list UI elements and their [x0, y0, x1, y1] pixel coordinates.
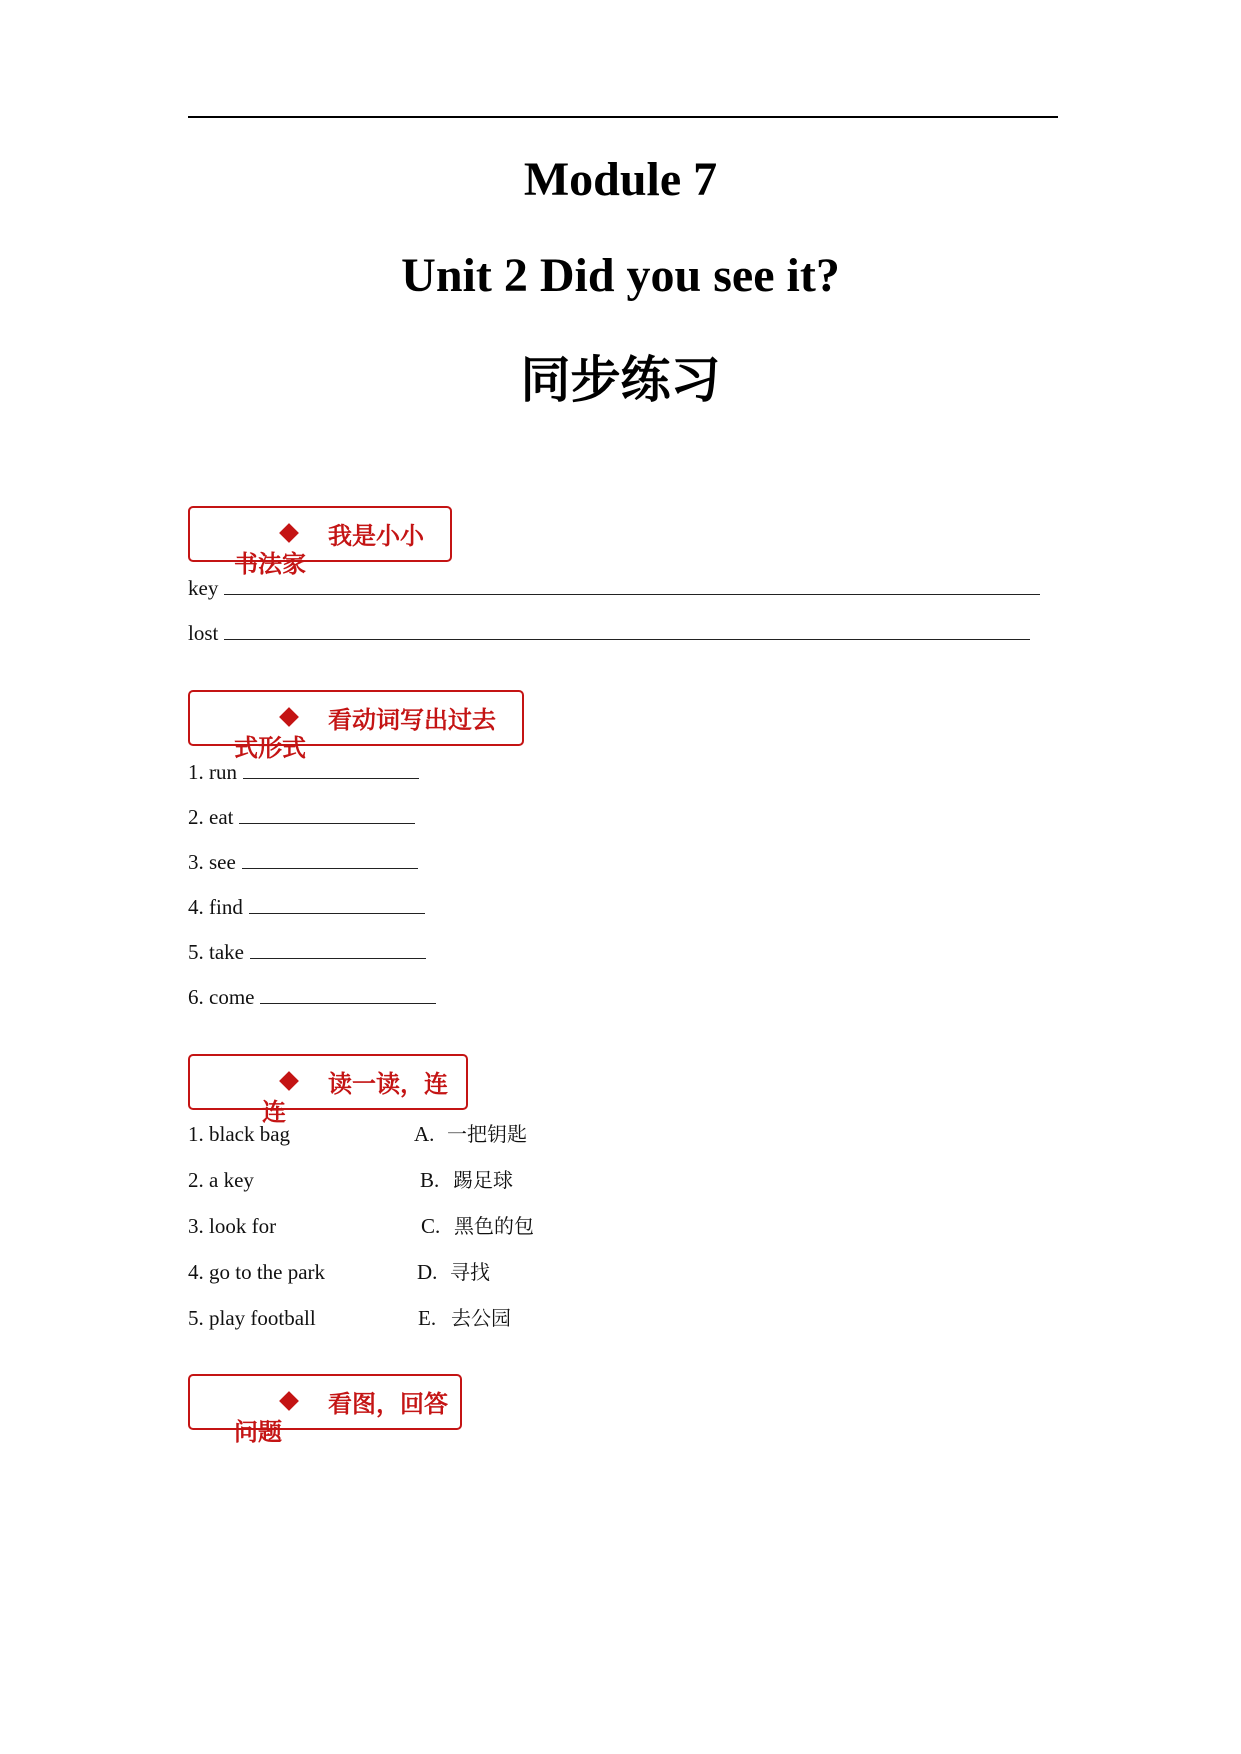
writing-word: key — [188, 576, 219, 600]
writing-line — [188, 574, 1040, 602]
match-left-item: 2. a key — [188, 1168, 254, 1192]
module-title: Module 7 — [523, 153, 718, 206]
match-left-item: 3. look for — [188, 1214, 277, 1238]
section-3-title-tail: 连 — [262, 1098, 286, 1126]
verb-item — [188, 983, 436, 1011]
exercise-subtitle: 同步练习 — [520, 351, 721, 409]
answer-blank[interactable] — [243, 758, 419, 779]
verb-item — [188, 938, 426, 966]
match-right-item: A. 一把钥匙 — [414, 1122, 527, 1146]
match-right-item: E. 去公园 — [418, 1306, 511, 1330]
verb-item — [188, 803, 415, 831]
writing-word: lost — [188, 621, 219, 645]
answer-blank[interactable] — [260, 983, 436, 1004]
match-right-item: D. 寻找 — [417, 1260, 490, 1284]
verb-word: 6. come — [188, 985, 255, 1009]
diamond-bullet-icon — [279, 523, 299, 543]
writing-line — [188, 619, 1030, 647]
section-4-title-tail: 问题 — [234, 1418, 282, 1446]
answer-blank[interactable] — [239, 803, 415, 824]
section-2-title-tail: 式形式 — [234, 734, 306, 762]
answer-blank[interactable] — [224, 619, 1030, 640]
section-2-title: 看动词写出过去 — [328, 706, 496, 734]
answer-blank[interactable] — [224, 574, 1040, 595]
match-left-item: 4. go to the park — [188, 1260, 326, 1284]
verb-word: 2. eat — [188, 805, 234, 829]
section-4-heading — [188, 1374, 462, 1446]
match-left-item: 5. play football — [188, 1306, 316, 1330]
diamond-bullet-icon — [279, 1071, 299, 1091]
diamond-bullet-icon — [279, 1391, 299, 1411]
verb-word: 3. see — [188, 850, 236, 874]
answer-blank[interactable] — [242, 848, 418, 869]
section-3-title: 读一读，连 — [328, 1070, 448, 1098]
verb-word: 4. find — [188, 895, 243, 919]
verb-word: 1. run — [188, 760, 237, 784]
verb-item — [188, 848, 418, 876]
match-right-item: B. 踢足球 — [420, 1168, 513, 1192]
section-2-heading — [188, 690, 524, 762]
section-1-heading — [188, 506, 452, 578]
answer-blank[interactable] — [249, 893, 425, 914]
header-rule — [188, 116, 1058, 118]
match-left-item: 1. black bag — [188, 1122, 291, 1146]
section-1-title: 我是小小 — [328, 522, 424, 550]
diamond-bullet-icon — [279, 707, 299, 727]
answer-blank[interactable] — [250, 938, 426, 959]
section-3-heading — [188, 1054, 468, 1126]
section-4-title: 看图，回答 — [328, 1390, 448, 1418]
verb-item — [188, 758, 419, 786]
section-1-title-tail: 书法家 — [234, 550, 306, 578]
verb-item — [188, 893, 425, 921]
unit-title: Unit 2 Did you see it? — [401, 249, 840, 302]
verb-word: 5. take — [188, 940, 244, 964]
match-right-item: C. 黑色的包 — [421, 1214, 534, 1238]
